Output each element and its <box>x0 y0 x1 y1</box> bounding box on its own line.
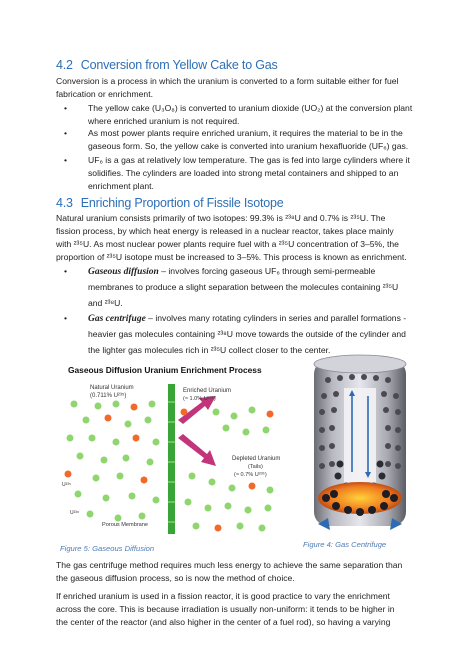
depleted-uranium-sub: (Tails) <box>248 464 263 470</box>
section-heading-4-3 <box>56 196 284 210</box>
term-description: – involves many rotating cylinders in series and parallel formations - <box>145 313 407 323</box>
u238-molecule <box>113 401 120 408</box>
u238-molecule <box>83 417 90 424</box>
u235-molecule <box>133 435 140 442</box>
u235-molecule <box>105 415 112 422</box>
bullet-glyph: • <box>64 313 68 323</box>
natural-uranium-pct: (0.711% U²³⁵) <box>90 393 127 399</box>
inner-core <box>344 388 376 484</box>
u238-molecule <box>89 435 96 442</box>
u238-molecule <box>129 493 136 500</box>
paragraph-line: If enriched uranium is used in a fission reactor, it is good practice to vary the enrichment <box>56 591 390 601</box>
u238-molecule <box>259 525 266 532</box>
enrichment-arrows <box>178 396 216 466</box>
u238-molecule <box>125 421 132 428</box>
bullet-glyph: • <box>64 128 68 138</box>
list-item-line: As most power plants require enriched uranium, it requires the material to be in the <box>88 128 403 138</box>
u238-molecule <box>213 409 220 416</box>
section-number: 4.3 <box>56 196 73 210</box>
list-item-line: The yellow cake (U₃O₈) is converted to uranium dioxide (UO₂) at the conversion plant <box>88 103 413 113</box>
list-item-line: and ²³⁸U. <box>88 298 123 308</box>
u235-molecule <box>141 477 148 484</box>
list-item-line: UF₆ is a gas at relatively low temperature. The gas is fed into large cylinders where it <box>88 155 410 165</box>
term-description: – involves forcing gaseous UF₆ through semi-permeable <box>158 266 376 276</box>
u238-molecule <box>249 407 256 414</box>
u238-molecule <box>145 417 152 424</box>
section-title: Conversion from Yellow Cake to Gas <box>80 58 278 72</box>
u238-molecule <box>225 503 232 510</box>
u238-molecule <box>237 523 244 530</box>
list-item <box>64 127 424 157</box>
u238-molecule <box>77 453 84 460</box>
list-item-line: where enriched uranium is not required. <box>88 116 240 126</box>
natural-uranium-label: Natural Uranium <box>90 385 134 391</box>
paragraph-line: proportion of ²³⁵U isotope must be increased to 3–5%. This process is known as enrichment. <box>56 252 407 262</box>
list-item-line: membranes to produce a slight separation between the molecules containing ²³⁵U <box>88 282 399 292</box>
natural-molecules <box>65 401 160 522</box>
term-gaseous-diffusion: Gaseous diffusion <box>88 267 159 277</box>
u235-molecule <box>215 525 222 532</box>
u238-molecule <box>231 413 238 420</box>
cylinder-top <box>314 355 406 373</box>
figure-4-caption: Figure 4: Gas Centrifuge <box>303 540 387 549</box>
u238-molecule <box>189 473 196 480</box>
u238-molecule <box>115 515 122 522</box>
u238-molecule <box>265 505 272 512</box>
gas-centrifuge-illustration <box>304 352 416 538</box>
u238-molecule <box>205 505 212 512</box>
u238-molecule <box>223 425 230 432</box>
list-item-line: the lighter gas molecules rich in ²³⁵U collect closer to the center. <box>88 345 331 355</box>
paragraph-line: the center of the reactor (and also higher in the center of a fuel rod), so having a varying <box>56 617 391 627</box>
figure-title: Gaseous Diffusion Uranium Enrichment Process <box>68 365 262 375</box>
bullet-glyph: • <box>64 266 68 276</box>
list-item-line: enrichment plant. <box>88 181 154 191</box>
list-item-line: solidifies. The cylinders are loaded into strong metal containers and shipped to an <box>88 168 399 178</box>
bullet-glyph: • <box>64 103 68 113</box>
porous-membrane <box>168 384 175 534</box>
enriched-uranium-pct: (≈ 1.0% U²³⁵) <box>183 396 216 402</box>
u238-molecule <box>93 475 100 482</box>
list-item <box>64 154 424 198</box>
u238-label: U²³⁸ <box>70 510 80 516</box>
u238-molecule <box>209 479 216 486</box>
membrane-label: Porous Membrane <box>102 522 149 528</box>
u238-molecule <box>267 487 274 494</box>
figure-5-caption: Figure 5: Gaseous Diffusion <box>60 544 155 553</box>
section-number: 4.2 <box>56 58 73 72</box>
u238-molecule <box>153 439 160 446</box>
paragraph-line: the gaseous diffusion process, so is now the method of choice. <box>56 573 295 583</box>
bullet-glyph: • <box>64 155 68 165</box>
u238-molecule <box>103 495 110 502</box>
paragraph-line: across the core. This is because irradiation is usually non-uniform: it tends to be higher in <box>56 604 395 614</box>
enriched-uranium-label: Enriched Uranium <box>183 388 232 394</box>
u235-molecule <box>249 483 256 490</box>
depleted-uranium-label: Depleted Uranium <box>232 456 281 462</box>
u238-molecule <box>245 507 252 514</box>
u238-molecule <box>193 523 200 530</box>
depleted-molecules <box>185 473 274 532</box>
u235-molecule <box>65 471 72 478</box>
paragraph-line: fabrication or enrichment. <box>56 89 153 99</box>
list-item <box>64 312 434 356</box>
u238-molecule <box>185 499 192 506</box>
term-gas-centrifuge: Gas centrifuge <box>88 314 146 324</box>
u238-molecule <box>101 457 108 464</box>
u238-molecule <box>139 513 146 520</box>
u235-molecule <box>131 404 138 411</box>
paragraph-line: The gas centrifuge method requires much less energy to achieve the same separation than <box>56 560 403 570</box>
list-item-line: gaseous form. So, the yellow cake is converted into uranium hexafluoride (UF₆) gas. <box>88 141 409 151</box>
u238-molecule <box>113 439 120 446</box>
u238-molecule <box>263 427 270 434</box>
u235-molecule <box>181 409 188 416</box>
u238-molecule <box>95 403 102 410</box>
u235-label: U²³⁵ <box>62 482 72 488</box>
list-item-line <box>88 312 406 327</box>
section-title: Enriching Proportion of Fissile Isotope <box>80 196 284 210</box>
paragraph-line: Conversion is a process in which the uranium is converted to a form suitable either for fuel <box>56 76 399 86</box>
gaseous-diffusion-diagram <box>56 362 296 540</box>
u238-molecule <box>153 497 160 504</box>
depleted-uranium-pct: (≈ 0.7% U²³⁵) <box>234 472 267 478</box>
paragraph-line: Natural uranium consists primarily of two isotopes: 99.3% is ²³⁸U and 0.7% is ²³⁵U. The <box>56 213 386 223</box>
list-item <box>64 265 434 309</box>
u238-molecule <box>67 435 74 442</box>
u238-molecule <box>75 491 82 498</box>
u235-molecule <box>267 411 274 418</box>
depleted-arrow <box>178 434 216 466</box>
section-heading-4-2 <box>56 58 278 72</box>
paragraph-line: with ²³⁵U. As most nuclear power plants require fuel with a ²³⁵U concentration of 3–5%, the <box>56 239 399 249</box>
list-item-line <box>88 265 375 280</box>
list-item-line: heavier gas molecules containing ²³⁸U move towards the outside of the cylinder and <box>88 329 406 339</box>
u238-molecule <box>147 459 154 466</box>
paragraph-line: fission process, by which heat energy is released in a nuclear reactor, takes place mainly <box>56 226 394 236</box>
u238-molecule <box>123 455 130 462</box>
u238-molecule <box>71 401 78 408</box>
u238-molecule <box>229 485 236 492</box>
u238-molecule <box>243 429 250 436</box>
u238-molecule <box>117 473 124 480</box>
u238-molecule <box>149 401 156 408</box>
u238-molecule <box>87 511 94 518</box>
